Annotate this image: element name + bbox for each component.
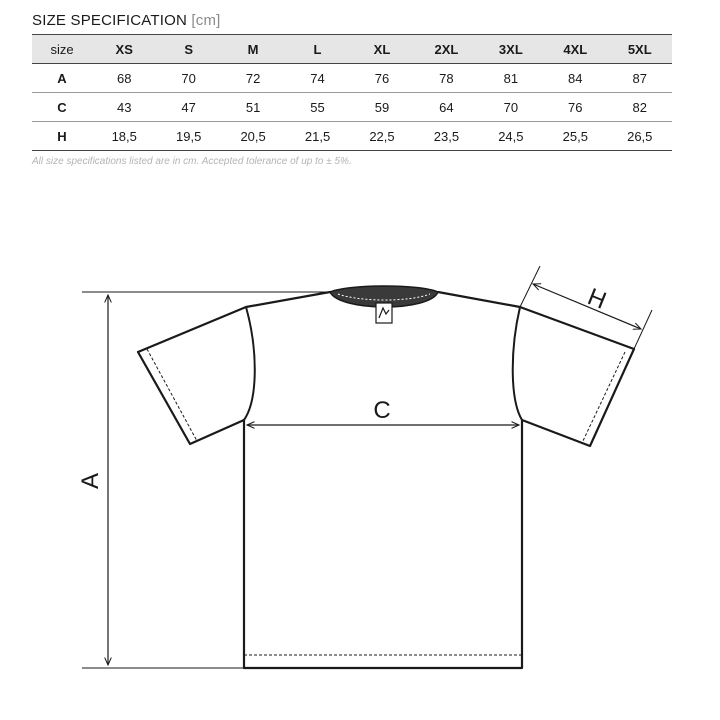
dim-a-label: A [77,472,104,490]
table-cell: 18,5 [111,128,137,144]
table-cell: 22,5 [369,128,395,144]
table-cell: 59 [374,99,390,115]
table-cell: 78 [439,70,454,86]
size-col-header: XL [373,41,391,57]
table-cell: 21,5 [304,128,331,144]
table-cell: 74 [310,70,325,86]
size-col-header: 5XL [627,41,652,57]
size-col-header: 3XL [498,41,523,57]
tolerance-note: All size specifications listed are in cm. Accepted tolerance of up to ± 5%. [32,156,352,167]
table-cell: 43 [116,99,132,115]
size-col-header: L [313,41,322,57]
row-label-a: A [57,70,67,86]
dim-h-label: H [583,283,610,315]
table-cell: 24,5 [498,128,524,144]
table-cell: 55 [310,99,325,115]
size-col-header: S [184,41,193,57]
table-cell: 19,5 [176,128,202,144]
dim-c-label: C [373,397,391,424]
size-corner-label: size [50,41,74,57]
row-label-h: H [57,128,67,144]
table-cell: 84 [568,70,583,86]
dim-h-guide-left [520,266,540,307]
table-cell: 20,5 [240,128,266,144]
title-text: SIZE SPECIFICATION [32,12,188,29]
table-cell: 64 [439,99,454,115]
size-col-header: 4XL [563,41,588,57]
table-cell: 82 [632,99,647,115]
dim-h-guide-right [634,310,652,349]
table-cell: 47 [181,99,196,115]
neck-label-icon [376,303,392,323]
table-cell: 51 [245,99,261,115]
table-cell: 70 [181,70,196,86]
table-cell: 25,5 [562,128,588,144]
table-cell: 68 [116,70,132,86]
table-cell: 70 [503,99,519,115]
table-cell: 87 [632,70,647,86]
table-cell: 23,5 [433,128,460,144]
table-cell: 76 [374,70,390,86]
size-col-header: M [247,41,259,57]
tshirt-outline [138,292,634,668]
row-label-c: C [57,99,67,115]
title-unit: [cm] [191,12,221,29]
table-cell: 26,5 [627,128,653,144]
table-cell: 81 [503,70,519,86]
table-cell: 72 [245,70,261,86]
table-cell: 76 [568,99,583,115]
size-col-header: XS [115,41,133,57]
size-col-header: 2XL [434,41,459,57]
